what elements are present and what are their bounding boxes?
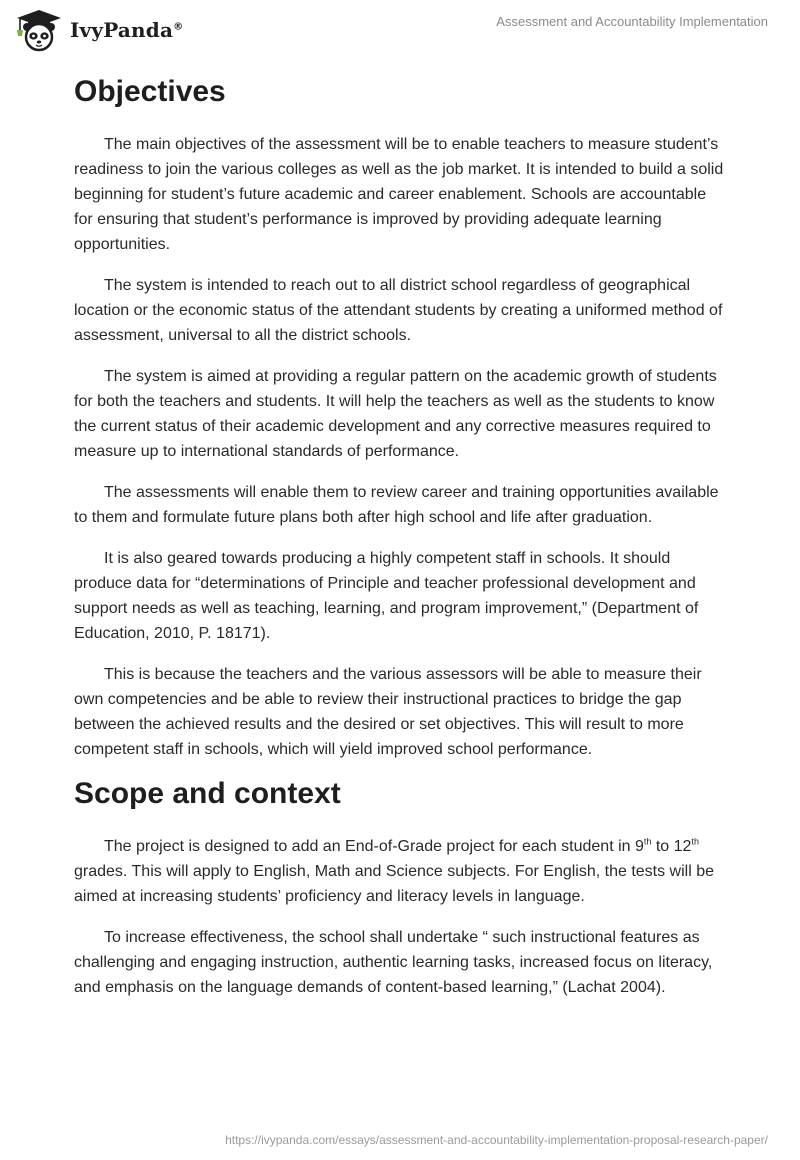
ordinal-suffix: th [691,836,699,847]
registered-mark: ® [173,21,184,33]
source-url[interactable]: https://ivypanda.com/essays/assessment-and-accountability-implementation-proposal-research-paper/ [225,1133,768,1147]
paragraph-text: to 12 [651,838,692,855]
paragraph-text: grades. This will apply to English, Math and Science subjects. For English, the tests will be aimed at increasing students’ proficiency and literacy levels in language. [74,863,715,905]
ordinal-suffix: th [643,836,652,847]
panda-graduate-icon [14,8,64,52]
section-heading-objectives: Objectives [74,75,226,108]
essay-content [74,70,724,1000]
brand-name: IvyPanda® [70,18,184,42]
section-heading-scope: Scope and context [74,777,341,810]
paragraph: The system is intended to reach out to all district school regardless of geographical location or the economic status of the attendant students by creating a uniformed method of assessment, universal to all the district schools. [74,277,723,344]
paragraph: To increase effectiveness, the school shall undertake “ such instructional features as challenging and engaging instruction, authentic learning tasks, increased focus on literacy, and emphasis on the language demands of content-based learning,” (Lachat 2004). [74,929,713,996]
ivypanda-logo[interactable] [14,8,183,52]
document-title: Assessment and Accountability Implementation [496,14,768,29]
paragraph: The assessments will enable them to review career and training opportunities available to them and formulate future plans both after high school and life after graduation. [74,484,719,526]
paragraph [74,834,724,909]
paragraph: The main objectives of the assessment will be to enable teachers to measure student’s readiness to join the various colleges as well as the job market. It is intended to build a solid beginning for student’s future academic and career enablement. Schools are accountable for ensuring that student’s performance is improved by providing adequate learning opportunities. [74,136,724,253]
paragraph: This is because the teachers and the various assessors will be able to measure their own competencies and be able to review their instructional practices to bridge the gap between the achieved results and the desired or set objectives. This will result to more competent staff in schools, which will yield improved school performance. [74,666,702,758]
paragraph: The system is aimed at providing a regular pattern on the academic growth of students for both the teachers and students. It will help the teachers as well as the students to know the current status of their academic development and any corrective measures required to measure up to international standards of performance. [74,368,717,460]
paragraph-text: The project is designed to add an End-of-Grade project for each student in 9 [104,838,644,855]
page-header [0,0,800,60]
paragraph: It is also geared towards producing a highly competent staff in schools. It should produce data for “determinations of Principle and teacher professional development and support needs as well as teaching, learning, and program improvement,” (Department of Education, 2010, P. 18171). [74,550,699,642]
